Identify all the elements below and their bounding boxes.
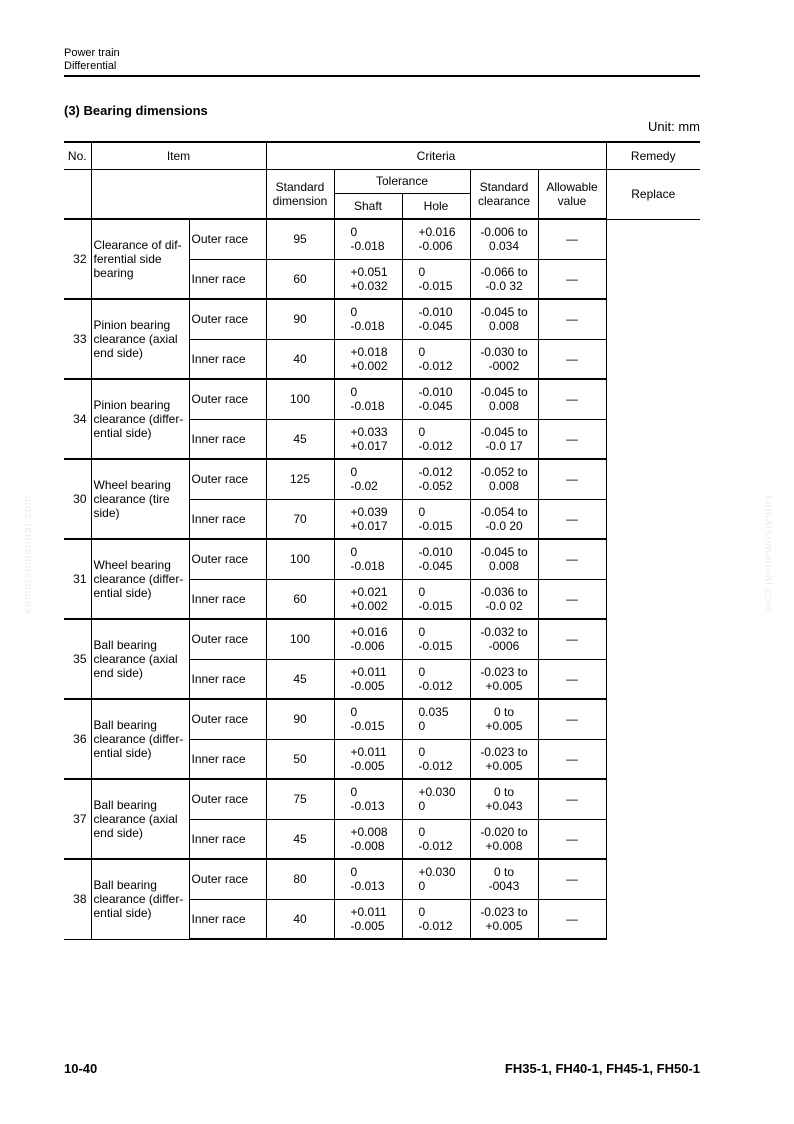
- standard-clearance-line: -0.052 to: [480, 465, 528, 480]
- table-body: [64, 219, 700, 939]
- shaft-tolerance: [334, 859, 402, 899]
- hole-tolerance-line: 0.035: [418, 705, 449, 720]
- table-row: [64, 779, 700, 819]
- page-number: 10-40: [64, 1061, 98, 1076]
- header-row-2: [64, 169, 700, 193]
- allowable-value: —: [538, 739, 606, 779]
- shaft-tolerance-line: -0.008: [350, 838, 385, 853]
- hole-tolerance: [402, 459, 470, 499]
- shaft-tolerance: [334, 579, 402, 619]
- table-row: [64, 699, 700, 739]
- standard-clearance-value: [470, 899, 538, 939]
- standard-dimension-value: 75: [266, 779, 334, 819]
- item-description: Pinion bearing clearance (differ-ential side): [91, 379, 189, 459]
- item-number: 38: [64, 859, 91, 939]
- table-row: [64, 859, 700, 899]
- race-type: Inner race: [189, 659, 266, 699]
- shaft-tolerance: [334, 219, 402, 259]
- standard-clearance-line: +0.008: [485, 838, 523, 853]
- hole-tolerance: [402, 619, 470, 659]
- race-type: Inner race: [189, 499, 266, 539]
- shaft-tolerance: [334, 659, 402, 699]
- hole-tolerance-line: 0: [418, 625, 426, 640]
- item-number: 34: [64, 379, 91, 459]
- shaft-tolerance-line: -0.005: [350, 758, 385, 773]
- hole-tolerance: [402, 419, 470, 459]
- standard-clearance-line: -0006: [488, 639, 520, 654]
- hole-tolerance-line: -0.012: [418, 838, 453, 853]
- standard-clearance-value: [470, 779, 538, 819]
- shaft-tolerance: [334, 339, 402, 379]
- hole-tolerance-line: +0.030: [418, 785, 456, 800]
- standard-clearance-line: +0.005: [485, 678, 523, 693]
- standard-clearance-line: -0.0 20: [485, 518, 523, 533]
- hole-tolerance-line: 0: [418, 824, 426, 839]
- standard-clearance-line: -0.023 to: [480, 904, 528, 919]
- standard-dimension-value: 100: [266, 539, 334, 579]
- hole-tolerance-line: -0.045: [418, 559, 453, 574]
- item-description: Ball bearing clearance (axial end side): [91, 619, 189, 699]
- header-rule: [64, 75, 700, 77]
- race-type: Outer race: [189, 699, 266, 739]
- shaft-tolerance-line: -0.018: [350, 239, 385, 254]
- watermark-left: komatsumanual.com: [22, 495, 34, 614]
- shaft-tolerance-line: -0.02: [350, 479, 378, 494]
- hole-tolerance: [402, 259, 470, 299]
- standard-clearance-value: [470, 579, 538, 619]
- standard-dimension-value: 45: [266, 819, 334, 859]
- race-type: Inner race: [189, 339, 266, 379]
- shaft-tolerance-line: 0: [350, 865, 358, 880]
- allowable-value: —: [538, 619, 606, 659]
- standard-clearance-value: [470, 259, 538, 299]
- shaft-tolerance-line: +0.017: [350, 438, 388, 453]
- allowable-value: —: [538, 819, 606, 859]
- standard-dimension-value: 90: [266, 699, 334, 739]
- hole-tolerance-line: 0: [418, 424, 426, 439]
- standard-clearance-value: [470, 379, 538, 419]
- hole-tolerance-line: +0.016: [418, 225, 456, 240]
- standard-clearance-line: +0.005: [485, 719, 523, 734]
- hole-tolerance-line: 0: [418, 719, 426, 734]
- item-description: Ball bearing clearance (differ-ential side): [91, 859, 189, 939]
- shaft-tolerance: [334, 259, 402, 299]
- col-shaft: Shaft: [334, 193, 402, 219]
- hole-tolerance-line: 0: [418, 344, 426, 359]
- hole-tolerance-line: -0.045: [418, 399, 453, 414]
- col-standard-clearance: Standard clearance: [470, 169, 538, 219]
- table-row: [64, 219, 700, 259]
- standard-clearance-line: -0.023 to: [480, 664, 528, 679]
- standard-clearance-line: 0 to: [493, 865, 514, 880]
- hole-tolerance-line: 0: [418, 904, 426, 919]
- hole-tolerance: [402, 339, 470, 379]
- shaft-tolerance: [334, 379, 402, 419]
- hole-tolerance-line: -0.045: [418, 319, 453, 334]
- allowable-value: —: [538, 659, 606, 699]
- standard-clearance-line: +0.043: [485, 799, 523, 814]
- hole-tolerance: [402, 379, 470, 419]
- allowable-value: —: [538, 859, 606, 899]
- hole-tolerance-line: 0: [418, 584, 426, 599]
- shaft-tolerance-line: +0.017: [350, 518, 388, 533]
- item-number: 31: [64, 539, 91, 619]
- shaft-tolerance: [334, 419, 402, 459]
- hole-tolerance-line: -0.010: [418, 385, 453, 400]
- hole-tolerance-line: -0.015: [418, 598, 453, 613]
- col-standard-dimension: Standard dimension: [266, 169, 334, 219]
- hole-tolerance-line: +0.030: [418, 865, 456, 880]
- standard-clearance-line: 0.008: [488, 479, 520, 494]
- standard-dimension-value: 100: [266, 619, 334, 659]
- shaft-tolerance-line: 0: [350, 305, 358, 320]
- standard-clearance-line: -0.066 to: [480, 264, 528, 279]
- item-number: 33: [64, 299, 91, 379]
- standard-clearance-line: -0.054 to: [480, 504, 528, 519]
- standard-clearance-line: -0.0 02: [485, 598, 523, 613]
- standard-dimension-value: 40: [266, 339, 334, 379]
- shaft-tolerance-line: -0.018: [350, 399, 385, 414]
- shaft-tolerance-line: 0: [350, 465, 358, 480]
- allowable-value: —: [538, 339, 606, 379]
- race-type: Inner race: [189, 899, 266, 939]
- standard-clearance-line: -0.045 to: [480, 385, 528, 400]
- hole-tolerance: [402, 499, 470, 539]
- item-number: 32: [64, 219, 91, 299]
- hole-tolerance-line: -0.006: [418, 239, 453, 254]
- shaft-tolerance-line: 0: [350, 705, 358, 720]
- standard-clearance-line: 0.034: [488, 239, 520, 254]
- header-chapter: Power train: [64, 47, 120, 59]
- table-row: [64, 459, 700, 499]
- standard-dimension-value: 45: [266, 419, 334, 459]
- race-type: Inner race: [189, 819, 266, 859]
- item-description: Wheel bearing clearance (differ-ential side): [91, 539, 189, 619]
- model-list: FH35-1, FH40-1, FH45-1, FH50-1: [504, 1061, 700, 1076]
- col-tolerance: Tolerance: [334, 169, 470, 193]
- col-item: Item: [91, 142, 266, 169]
- watermark-right: komatsumanual.com: [762, 495, 774, 614]
- shaft-tolerance-line: 0: [350, 785, 358, 800]
- hole-tolerance-line: 0: [418, 264, 426, 279]
- hole-tolerance-line: 0: [418, 799, 426, 814]
- shaft-tolerance-line: +0.011: [350, 904, 387, 919]
- col-hole: Hole: [402, 193, 470, 219]
- standard-clearance-line: -0.006 to: [480, 225, 528, 240]
- standard-clearance-line: 0.008: [488, 399, 520, 414]
- hole-tolerance: [402, 819, 470, 859]
- standard-dimension-value: 90: [266, 299, 334, 339]
- standard-clearance-line: -0.036 to: [480, 584, 528, 599]
- shaft-tolerance-line: -0.013: [350, 879, 385, 894]
- hole-tolerance-line: -0.012: [418, 438, 453, 453]
- hole-tolerance-line: 0: [418, 744, 426, 759]
- shaft-tolerance-line: -0.006: [350, 639, 385, 654]
- shaft-tolerance-line: -0.013: [350, 799, 385, 814]
- allowable-value: —: [538, 459, 606, 499]
- hole-tolerance-line: -0.012: [418, 678, 453, 693]
- standard-clearance-value: [470, 499, 538, 539]
- standard-dimension-value: 60: [266, 259, 334, 299]
- hole-tolerance-line: 0: [418, 664, 426, 679]
- race-type: Inner race: [189, 739, 266, 779]
- shaft-tolerance: [334, 499, 402, 539]
- shaft-tolerance-line: -0.005: [350, 678, 385, 693]
- item-number: 37: [64, 779, 91, 859]
- remedy-cell: Replace: [606, 169, 700, 219]
- race-type: Outer race: [189, 619, 266, 659]
- standard-clearance-line: 0 to: [493, 785, 514, 800]
- shaft-tolerance: [334, 539, 402, 579]
- hole-tolerance: [402, 299, 470, 339]
- unit-label: Unit: mm: [648, 119, 700, 134]
- shaft-tolerance-line: +0.002: [350, 358, 388, 373]
- standard-clearance-line: -0.0 32: [485, 278, 523, 293]
- standard-clearance-value: [470, 459, 538, 499]
- standard-dimension-value: 45: [266, 659, 334, 699]
- item-number: 30: [64, 459, 91, 539]
- allowable-value: —: [538, 539, 606, 579]
- hole-tolerance-line: -0.015: [418, 278, 453, 293]
- hole-tolerance-line: -0.012: [418, 918, 453, 933]
- hole-tolerance: [402, 779, 470, 819]
- shaft-tolerance-line: +0.008: [350, 824, 388, 839]
- header-section: Differential: [64, 60, 117, 72]
- table-row: [64, 299, 700, 339]
- race-type: Inner race: [189, 259, 266, 299]
- shaft-tolerance-line: -0.018: [350, 559, 385, 574]
- shaft-tolerance-line: +0.016: [350, 625, 388, 640]
- standard-clearance-value: [470, 859, 538, 899]
- allowable-value: —: [538, 379, 606, 419]
- standard-clearance-line: -0.023 to: [480, 744, 528, 759]
- standard-dimension-value: 70: [266, 499, 334, 539]
- item-description: Ball bearing clearance (differ-ential side): [91, 699, 189, 779]
- hole-tolerance-line: -0.015: [418, 639, 453, 654]
- allowable-value: —: [538, 579, 606, 619]
- shaft-tolerance: [334, 739, 402, 779]
- race-type: Inner race: [189, 419, 266, 459]
- standard-clearance-line: 0.008: [488, 559, 520, 574]
- shaft-tolerance-line: -0.005: [350, 918, 385, 933]
- header-row-1: [64, 142, 700, 169]
- standard-clearance-line: -0002: [488, 358, 520, 373]
- standard-dimension-value: 50: [266, 739, 334, 779]
- standard-clearance-line: -0.0 17: [485, 438, 523, 453]
- shaft-tolerance-line: +0.033: [350, 424, 388, 439]
- standard-clearance-value: [470, 299, 538, 339]
- shaft-tolerance-line: 0: [350, 385, 358, 400]
- shaft-tolerance-line: -0.018: [350, 319, 385, 334]
- item-number: 35: [64, 619, 91, 699]
- shaft-tolerance-line: +0.032: [350, 278, 388, 293]
- standard-dimension-value: 60: [266, 579, 334, 619]
- race-type: Inner race: [189, 579, 266, 619]
- standard-clearance-line: -0.045 to: [480, 305, 528, 320]
- hole-tolerance: [402, 699, 470, 739]
- allowable-value: —: [538, 219, 606, 259]
- item-description: Clearance of dif-ferential side bearing: [91, 219, 189, 299]
- col-allowable-value: Allowable value: [538, 169, 606, 219]
- shaft-tolerance-line: 0: [350, 545, 358, 560]
- col-remedy: Remedy: [606, 142, 700, 169]
- race-type: Outer race: [189, 539, 266, 579]
- standard-clearance-line: +0.005: [485, 918, 523, 933]
- shaft-tolerance-line: +0.021: [350, 584, 388, 599]
- table-row: [64, 539, 700, 579]
- shaft-tolerance-line: +0.051: [350, 264, 388, 279]
- standard-clearance-line: +0.005: [485, 758, 523, 773]
- shaft-tolerance-line: 0: [350, 225, 358, 240]
- section-title: (3) Bearing dimensions: [64, 103, 208, 118]
- hole-tolerance: [402, 739, 470, 779]
- hole-tolerance-line: -0.012: [418, 758, 453, 773]
- hole-tolerance: [402, 899, 470, 939]
- hole-tolerance-line: 0: [418, 504, 426, 519]
- col-criteria: Criteria: [266, 142, 606, 169]
- hole-tolerance-line: -0.010: [418, 545, 453, 560]
- header-blank-no: [64, 169, 91, 219]
- standard-dimension-value: 95: [266, 219, 334, 259]
- standard-clearance-line: -0.045 to: [480, 545, 528, 560]
- allowable-value: —: [538, 699, 606, 739]
- allowable-value: —: [538, 299, 606, 339]
- col-no: No.: [64, 142, 91, 169]
- shaft-tolerance: [334, 819, 402, 859]
- standard-clearance-value: [470, 619, 538, 659]
- shaft-tolerance-line: +0.011: [350, 664, 387, 679]
- race-type: Outer race: [189, 459, 266, 499]
- standard-clearance-value: [470, 219, 538, 259]
- item-description: Pinion bearing clearance (axial end side): [91, 299, 189, 379]
- standard-clearance-line: 0.008: [488, 319, 520, 334]
- shaft-tolerance: [334, 699, 402, 739]
- header-blank-item: [91, 169, 266, 219]
- standard-clearance-line: -0043: [488, 879, 520, 894]
- shaft-tolerance-line: +0.011: [350, 744, 387, 759]
- hole-tolerance: [402, 859, 470, 899]
- shaft-tolerance-line: +0.039: [350, 504, 388, 519]
- standard-clearance-line: -0.020 to: [480, 824, 528, 839]
- hole-tolerance-line: 0: [418, 879, 426, 894]
- allowable-value: —: [538, 499, 606, 539]
- shaft-tolerance: [334, 299, 402, 339]
- shaft-tolerance-line: +0.018: [350, 344, 388, 359]
- allowable-value: —: [538, 899, 606, 939]
- standard-clearance-line: 0 to: [493, 705, 514, 720]
- race-type: Outer race: [189, 219, 266, 259]
- shaft-tolerance-line: -0.015: [350, 719, 385, 734]
- shaft-tolerance: [334, 779, 402, 819]
- standard-clearance-value: [470, 699, 538, 739]
- standard-dimension-value: 125: [266, 459, 334, 499]
- standard-clearance-value: [470, 659, 538, 699]
- standard-dimension-value: 40: [266, 899, 334, 939]
- table-row: [64, 379, 700, 419]
- standard-clearance-value: [470, 819, 538, 859]
- hole-tolerance-line: -0.015: [418, 518, 453, 533]
- shaft-tolerance-line: +0.002: [350, 598, 388, 613]
- table-row: [64, 619, 700, 659]
- shaft-tolerance: [334, 459, 402, 499]
- race-type: Outer race: [189, 379, 266, 419]
- hole-tolerance: [402, 579, 470, 619]
- standard-dimension-value: 80: [266, 859, 334, 899]
- allowable-value: —: [538, 259, 606, 299]
- item-description: Wheel bearing clearance (tire side): [91, 459, 189, 539]
- shaft-tolerance: [334, 619, 402, 659]
- hole-tolerance-line: -0.012: [418, 465, 453, 480]
- hole-tolerance: [402, 219, 470, 259]
- race-type: Outer race: [189, 299, 266, 339]
- standard-clearance-line: -0.032 to: [480, 625, 528, 640]
- standard-clearance-value: [470, 539, 538, 579]
- running-header: [64, 47, 120, 73]
- standard-dimension-value: 100: [266, 379, 334, 419]
- standard-clearance-value: [470, 419, 538, 459]
- allowable-value: —: [538, 419, 606, 459]
- race-type: Outer race: [189, 859, 266, 899]
- item-number: 36: [64, 699, 91, 779]
- race-type: Outer race: [189, 779, 266, 819]
- shaft-tolerance: [334, 899, 402, 939]
- bearing-dimensions-table: [64, 141, 700, 940]
- hole-tolerance-line: -0.052: [418, 479, 453, 494]
- standard-clearance-line: -0.045 to: [480, 424, 528, 439]
- standard-clearance-value: [470, 339, 538, 379]
- hole-tolerance-line: -0.010: [418, 305, 453, 320]
- allowable-value: —: [538, 779, 606, 819]
- hole-tolerance: [402, 539, 470, 579]
- hole-tolerance-line: -0.012: [418, 358, 453, 373]
- standard-clearance-value: [470, 739, 538, 779]
- hole-tolerance: [402, 659, 470, 699]
- item-description: Ball bearing clearance (axial end side): [91, 779, 189, 859]
- standard-clearance-line: -0.030 to: [480, 344, 528, 359]
